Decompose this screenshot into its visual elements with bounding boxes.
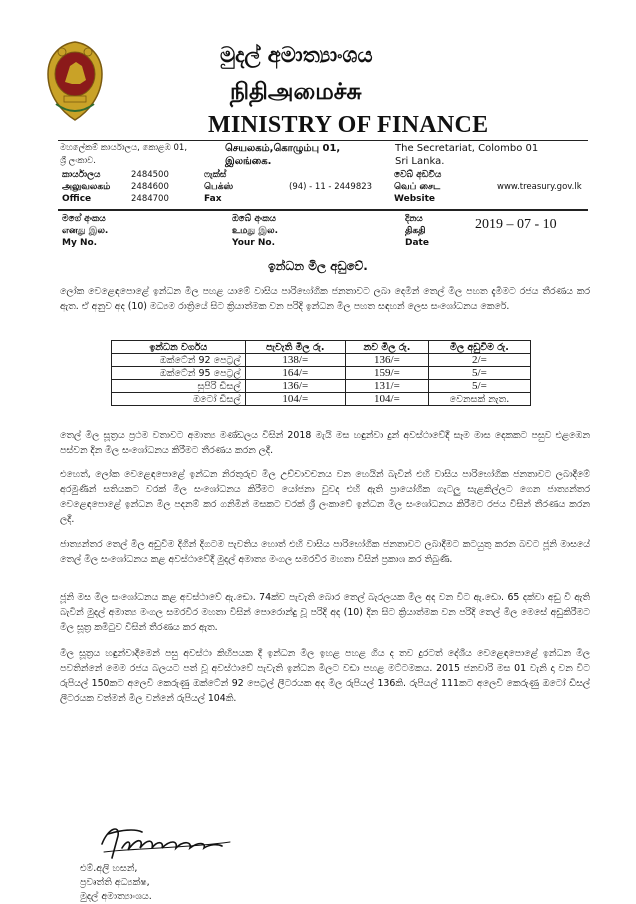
fax-label-sinhala: ෆැක්ස් [204,170,227,180]
old-price-cell: 104/= [245,393,345,406]
paragraph-1: ලෝක වෙළෙඳපොළේ ඉන්ධන මිල පහළ යාමේ වාසිය පාරිභෝගික ජනතාවට ලබා දෙමින් තෙල් මිල පහත දැමීමට රජය තීරණය කර ඇත. ඒ අනුව අද (10) මධ්‍යම රාත්‍රියේ සිට ක්‍රියාත්මක වන පරිදි ඉන්ධන මිල පහත සඳහන් ලෙස සංශෝධනය කෙරේ. [60,286,590,312]
fax-label-tamil: பெக்ஸ் [204,182,234,192]
office-label-tamil: அலுவலகம் [62,182,111,192]
table-header-row [112,341,531,354]
fuel-price-table [111,340,531,406]
address-sinhala: මහලේකම් කාර්යාලය, කොළඹ 01, [60,143,188,153]
date-label-tamil: திகதி [405,226,426,236]
office-phone-2: 2484600 [131,182,169,192]
office-label-sinhala: කාර්යාලය [62,170,101,180]
website-label-tamil: வெப் சைட [394,182,441,192]
your-no-label-tamil: உமது இல. [232,226,278,236]
price-cut-cell: 5/= [428,367,530,380]
fuel-type-cell: ඔටෝ ඩීසල් [112,393,246,406]
new-price-cell: 104/= [345,393,428,406]
paragraph-2: තෙල් මිල සූත්‍රය ප්‍රථම වතාවට අමාත්‍ය මණ්ඩලය විසින් 2018 මැයි මස හඳුන්වා දුන් අවස්ථාවේදී සෑම මාස දෙකකට පසුව එළඹෙන පස්වන දින මිල සංශෝධනය කිරීමට තීරණය කරන ලදී. [60,430,590,456]
website-label-sinhala: වෙබ් අඩවිය [394,170,442,180]
column-header-price-cut: මිල අඩුවීම රු. [428,341,530,354]
ministry-title-english: MINISTRY OF FINANCE [208,112,489,138]
table-row [112,380,531,393]
press-release-heading: ඉන්ධන මිල අඩුවේ. [268,259,368,273]
fuel-type-cell: සුපිරි ඩීසල් [112,380,246,393]
my-no-label-sinhala: මගේ අංකය [62,214,106,224]
ministry-title-tamil: நிதிஅமைச்சு [230,78,362,105]
signer-title: ප්‍රවෘත්ති අධ්‍යක්ෂ, [80,877,150,888]
fuel-type-cell: ඔක්ටේන් 92 පෙට්‍රල් [112,354,246,367]
paragraph-6: මිල සූත්‍රය හඳුන්වාදීමෙන් පසු අවස්ථා කිහිපයක දී ඉන්ධන මිල ඉහළ පහළ ගිය ද තව දුරටත් දේශීය වෙළෙඳපොළේ ඉන්ධන මිල පවතින්නේ මෙම රජය බලයට පත් වූ අවස්ථාවේ පැවැති ඉන්ධන මිලට වඩා පහළ මට්ටමකය. 2015 ජනවාරි මස 01 වැනි දා වන විට රුපියල් 150කට අලෙවි කෙරුණු ඔක්ටේන් 92 පෙට්‍රල් ලීටරයක අද මිල රුපියල් 136කි. රුපියල් 111කට අලෙවි කෙරුණු ඔටෝ ඩීසල් ලීටරයක වත්මන් මිල වන්නේ රුපියල් 104කි. [60,648,590,704]
paragraph-5: ජූනි මස මිල සංශෝධනය කළ අවස්ථාවේ ඇ.ඩො. 74ක්ව පැවැති බොර තෙල් බැරලයක මිල අද වන විට ඇ.ඩො. 65 දක්වා අඩු වී ඇති බැවින් මුදල් අමාත්‍ය මංගල සමරවීර මහතා විසින් පොරොන්දු වූ පරිදි අද (10) දින සිට ක්‍රියාත්මක වන පරිදි තෙල් මිල මෙසේ අඩුකිරීමට මිල සූත්‍ර කමිටුව විසින් තීරණය කර ඇත. [60,592,590,633]
office-label-english: Office [62,194,92,204]
document-date: 2019 – 07 - 10 [475,217,557,232]
new-price-cell: 159/= [345,367,428,380]
my-no-label-english: My No. [62,238,98,248]
price-cut-cell: වෙනසක් නැත. [428,393,530,406]
office-phone-3: 2484700 [131,194,169,204]
table-row [112,367,531,380]
table-row [112,354,531,367]
price-cut-cell: 5/= [428,380,530,393]
paragraph-3: එහෙත්, ලෝක වෙළෙඳපොළේ ඉන්ධන නිරතුරුව මිල උච්චාවචනය වන හෙයින් බැවින් එහි වාසිය පාරිභෝගික ජනතාවට ලබාදීමේ අරමුණින් සතියකට වරක් මිල සංශෝධනය කිරීමට යෝජනා වුවද එහි ඇති ප්‍රායෝගික ගැටලු සැළකිල්ලට ගෙන ජාත්‍යන්තර වෙළෙඳපොළේ ඉන්ධන මිල පදනම් කර ගනිමින් මසකට වරක් ශ්‍රී ලංකාවේ ඉන්ධන මිල සංශෝධනය කිරීමට රජය විසින් තීරණය කරන ලදී. [60,469,590,525]
signer-name: එම්.අලි හසන්, [80,863,138,874]
address-english: The Secretariat, Colombo 01 [395,143,539,154]
column-header-old-price: පැවැති මිල රු. [245,341,345,354]
old-price-cell: 164/= [245,367,345,380]
old-price-cell: 136/= [245,380,345,393]
old-price-cell: 138/= [245,354,345,367]
price-cut-cell: 2/= [428,354,530,367]
sri-lanka-emblem-icon [42,40,108,122]
fuel-type-cell: ඔක්ටේන් 95 පෙට්‍රල් [112,367,246,380]
date-label-english: Date [405,238,429,248]
your-no-label-english: Your No. [232,238,275,248]
website-label-english: Website [394,194,436,204]
divider [58,140,588,141]
ministry-title-sinhala: මුදල් අමාත්‍යාංශය [220,42,373,67]
date-label-sinhala: දිනය [405,214,423,224]
column-header-new-price: නව මිල රු. [345,341,428,354]
address-tamil: செயலகம்,கொழும்பு 01, [225,143,341,154]
signer-department: මුදල් අමාත්‍යාංශය. [80,891,152,902]
paragraph-4: ජාත්‍යන්තර තෙල් මිල අඩුවීම දිගින් දිගටම පැවතිය හොත් එහි වාසිය පාරිභෝගික ජනතාවට ලබාදීමට කටයුතු කරන බවට ජූනි මාසයේ තෙල් මිල සංශෝධනය කළ අවස්ථාවේදී මුදල් අමාත්‍ය මංගල සමරවීර මහතා විසින් ප්‍රකාශ කර තිබුණි. [60,539,590,565]
table-row [112,393,531,406]
website-url[interactable]: www.treasury.gov.lk [497,182,582,192]
new-price-cell: 136/= [345,354,428,367]
your-no-label-sinhala: ඔබේ අංකය [232,214,276,224]
new-price-cell: 131/= [345,380,428,393]
address-english-country: Sri Lanka. [395,156,445,167]
divider [58,209,588,211]
fax-number: (94) - 11 - 2449823 [289,182,373,192]
address-sinhala-country: ශ්‍රී ලංකාව. [60,156,96,166]
my-no-label-tamil: எனது இல. [62,226,109,236]
column-header-fuel-type: ඉන්ධන වර්ගය [112,341,246,354]
signature-icon [98,818,238,862]
office-phone-1: 2484500 [131,170,169,180]
fax-label-english: Fax [204,194,222,204]
address-tamil-country: இலங்கை. [225,156,272,167]
